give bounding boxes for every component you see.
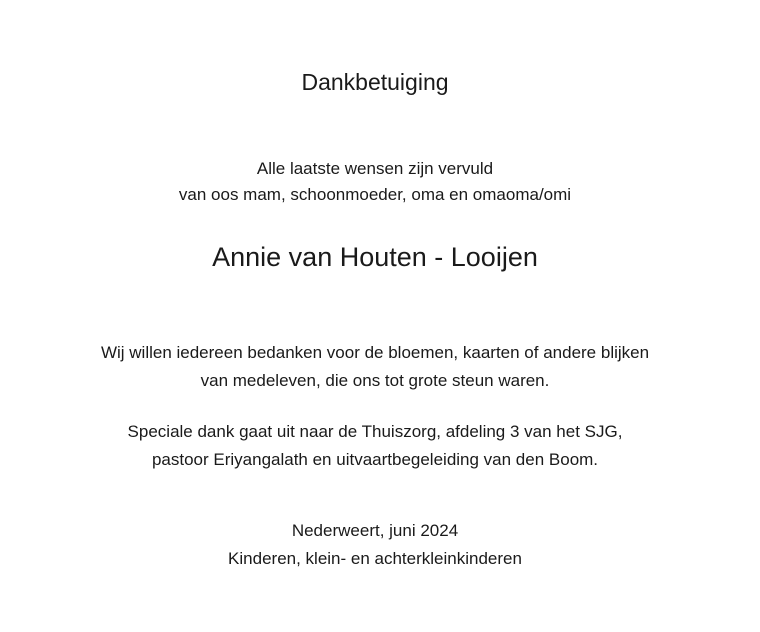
signature-place-date: Nederweert, juni 2024	[291, 521, 459, 540]
intro-line-2: van oos mam, schoonmoeder, oma en omaoma/omi	[178, 185, 572, 204]
special-thanks-line-2: pastoor Eriyangalath en uitvaartbegeleiding van den Boom.	[151, 450, 599, 469]
thanks-paragraph-line-1: Wij willen iedereen bedanken voor de bloemen, kaarten of andere blijken	[100, 343, 650, 362]
special-thanks-line-1: Speciale dank gaat uit naar de Thuiszorg, afdeling 3 van het SJG,	[127, 422, 623, 441]
thanks-paragraph-line-2: van medeleven, die ons tot grote steun waren.	[200, 371, 550, 390]
intro-line-1: Alle laatste wensen zijn vervuld	[256, 159, 494, 178]
deceased-name: Annie van Houten - Looijen	[212, 242, 538, 272]
signature-from: Kinderen, klein- en achterkleinkinderen	[228, 549, 522, 568]
card-heading: Dankbetuiging	[301, 69, 449, 95]
